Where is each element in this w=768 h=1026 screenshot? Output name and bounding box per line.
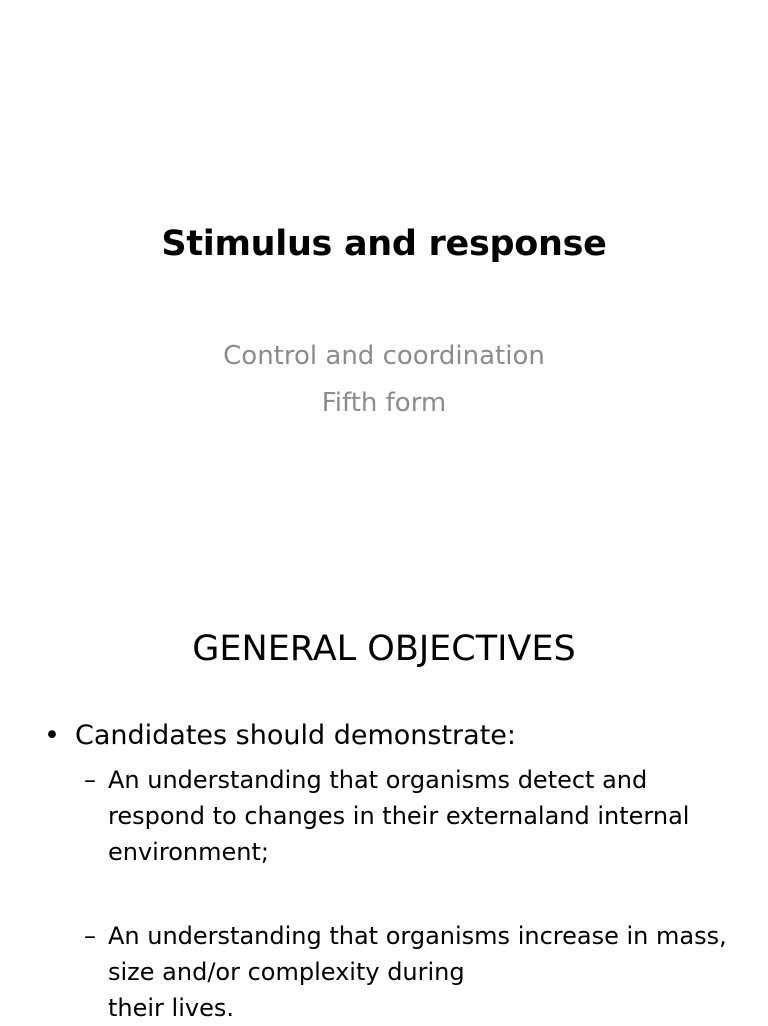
sub-bullet-line: respond to changes in their externaland internal [108, 802, 690, 830]
bullet-marker: • [44, 720, 60, 751]
sub-bullet-item [84, 918, 744, 1026]
sub-bullet-marker: – [84, 922, 96, 950]
objectives-title: GENERAL OBJECTIVES [192, 629, 576, 669]
bullet-item [44, 716, 516, 756]
subtitle-line: Fifth form [321, 388, 447, 418]
sub-bullet-line: their lives. [108, 994, 234, 1022]
sub-bullet-line: An understanding that organisms detect and [108, 766, 648, 794]
sub-bullet-line: environment; [108, 838, 269, 866]
bullet-text: Candidates should demonstrate: [75, 720, 516, 751]
sub-bullet-line: An understanding that organisms increase in mass, [108, 922, 727, 950]
slide-subtitle [0, 333, 768, 427]
objectives-slide [0, 576, 768, 1024]
slide-title: Stimulus and response [161, 224, 607, 264]
sub-bullet-text [84, 762, 744, 870]
subtitle-line: Control and coordination [223, 341, 545, 371]
sub-bullet-item [84, 762, 744, 870]
sub-bullet-marker: – [84, 766, 96, 794]
sub-bullet-text [84, 918, 744, 1026]
sub-bullet-line: size and/or complexity during [108, 958, 465, 986]
